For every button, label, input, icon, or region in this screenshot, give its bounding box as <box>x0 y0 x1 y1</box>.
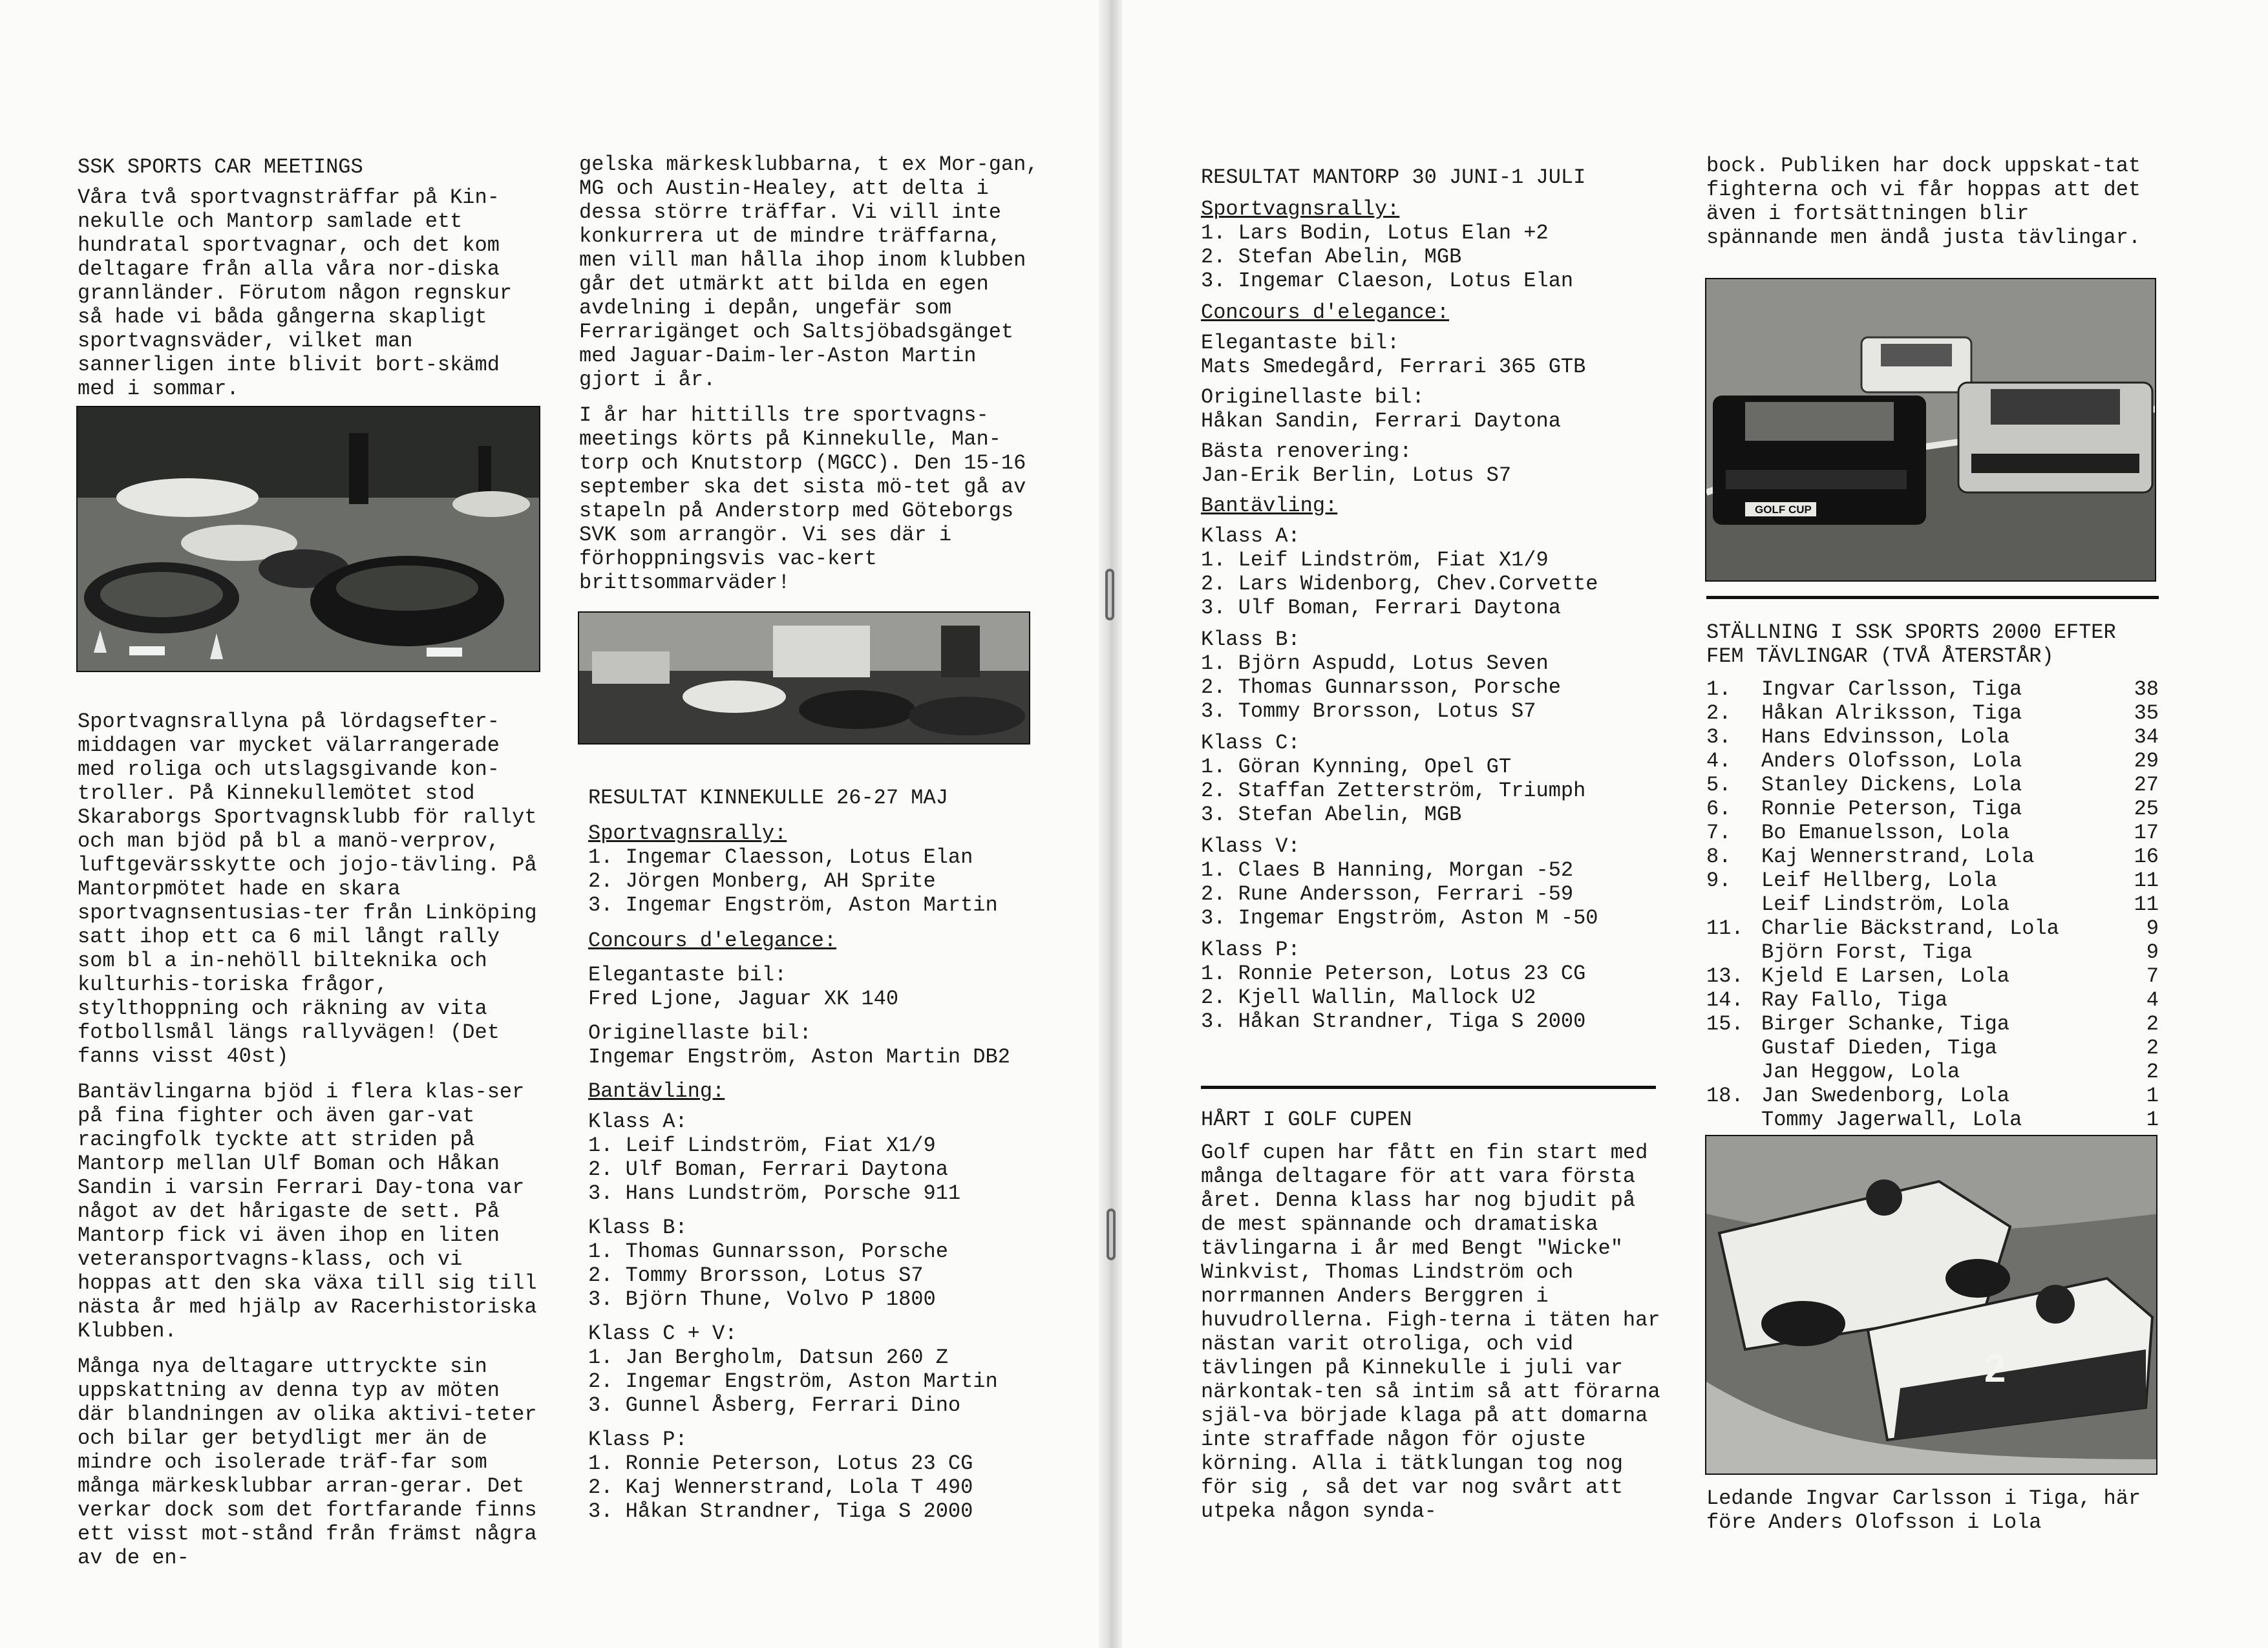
standings-points: 7 <box>2146 964 2159 988</box>
class-results <box>588 1240 1105 1311</box>
result-row: 2. Kjell Wallin, Mallock U2 <box>1201 986 1536 1009</box>
standings-row <box>1706 725 2159 749</box>
rally-heading: Sportvagnsrally: <box>1201 197 1400 221</box>
result-row: 3. Håkan Strandner, Tiga S 2000 <box>588 1499 973 1523</box>
photo-scene <box>1706 279 2156 582</box>
standings-name: Kaj Wennerstrand, Lola <box>1761 845 2035 869</box>
standings-row <box>1706 821 2159 845</box>
result-row: 1. Thomas Gunnarsson, Porsche <box>588 1240 948 1263</box>
ban-heading: Bantävling: <box>1201 494 1338 518</box>
class-results <box>588 1134 1105 1205</box>
standings-position: 14. <box>1706 988 1744 1012</box>
elegant-value: Fred Ljone, Jaguar XK 140 <box>588 987 899 1011</box>
standings-driver <box>1706 1036 1997 1060</box>
result-row: 1. Leif Lindström, Fiat X1/9 <box>588 1134 936 1157</box>
standings-name: Gustaf Dieden, Tiga <box>1761 1036 1997 1060</box>
standings-position: 7. <box>1706 821 1732 845</box>
standings-position: 11. <box>1706 916 1744 940</box>
standings-name: Hans Edvinsson, Lola <box>1761 725 2010 749</box>
class-results <box>1201 755 1692 827</box>
class-heading: Klass P: <box>588 1428 688 1452</box>
standings-position: 6. <box>1706 797 1732 821</box>
standings-driver <box>1706 916 2059 940</box>
column-4 <box>1706 154 2146 261</box>
result-row: 2. Ulf Boman, Ferrari Daytona <box>588 1157 948 1181</box>
staple-bottom <box>1107 1209 1116 1260</box>
standings-position: 3. <box>1706 725 1732 749</box>
result-row: 2. Jörgen Monberg, AH Sprite <box>588 869 936 893</box>
standings-name: Leif Hellberg, Lola <box>1761 869 1997 893</box>
standings-name: Bo Emanuelsson, Lola <box>1761 821 2010 845</box>
golf-car-front <box>1713 396 1926 525</box>
standings-points: 11 <box>2134 893 2159 916</box>
standings-driver <box>1706 845 2034 869</box>
column-1-continued <box>78 710 543 1581</box>
article-heading: SSK SPORTS CAR MEETINGS <box>78 155 363 179</box>
original-value: Ingemar Engström, Aston Martin DB2 <box>588 1045 1010 1069</box>
standings-driver <box>1706 725 2009 749</box>
class-results <box>1201 651 1692 723</box>
standings-points: 16 <box>2134 845 2159 869</box>
standings-position: 1. <box>1706 677 1732 701</box>
result-row: 2. Stefan Abelin, MGB <box>1201 245 1462 269</box>
result-row: 2. Tommy Brorsson, Lotus S7 <box>588 1263 924 1287</box>
result-row: 3. Stefan Abelin, MGB <box>1201 803 1462 827</box>
elegant-label: Elegantaste bil: <box>1201 331 1400 355</box>
standings-position: 4. <box>1706 749 1732 773</box>
class-heading: Klass V: <box>1201 834 1300 858</box>
standings-driver <box>1706 869 1997 893</box>
standings-driver <box>1706 1108 2022 1132</box>
standings-driver <box>1706 677 2022 701</box>
result-row: 3. Gunnel Åsberg, Ferrari Dino <box>588 1393 961 1417</box>
standings-position: 18. <box>1706 1084 1744 1108</box>
result-row: 3. Björn Thune, Volvo P 1800 <box>588 1287 936 1311</box>
photo-scene <box>78 407 540 672</box>
standings-name: Jan Swedenborg, Lola <box>1761 1084 2010 1108</box>
results-heading: RESULTAT KINNEKULLE 26-27 MAJ <box>588 786 948 810</box>
standings-points: 2 <box>2146 1060 2159 1084</box>
result-row: 3. Ingemar Engström, Aston Martin <box>588 893 998 917</box>
standings-row <box>1706 940 2159 964</box>
standings-name: Leif Lindström, Lola <box>1761 893 2010 916</box>
standings-table <box>1706 677 2159 1132</box>
standings-row <box>1706 1012 2159 1036</box>
class-heading: Klass A: <box>1201 524 1300 548</box>
section-divider <box>1201 1086 1656 1089</box>
standings-points: 34 <box>2134 725 2159 749</box>
photo-caption: Ledande Ingvar Carlsson i Tiga, här före Anders Olofsson i Lola <box>1706 1486 2141 1534</box>
standings-position: 5. <box>1706 773 1732 797</box>
result-row: 1. Claes B Hanning, Morgan -52 <box>1201 858 1574 882</box>
standings-position: 9. <box>1706 869 1732 893</box>
result-row: 2. Lars Widenborg, Chev.Corvette <box>1201 572 1598 596</box>
standings-points: 9 <box>2146 916 2159 940</box>
standings-row <box>1706 1060 2159 1084</box>
standings-name: Kjeld E Larsen, Lola <box>1761 964 2010 988</box>
standings-points: 1 <box>2146 1084 2159 1108</box>
standings-driver <box>1706 749 2022 773</box>
photo-sign-text: GOLF CUP <box>1755 503 1812 516</box>
standings-name: Anders Olofsson, Lola <box>1761 749 2022 773</box>
golf-car-rear <box>1958 383 2152 492</box>
result-row: 3. Ulf Boman, Ferrari Daytona <box>1201 596 1561 620</box>
standings-position: 15. <box>1706 1012 1744 1036</box>
rally-results <box>588 845 1105 917</box>
paragraph: Sportvagnsrallyna på lördagsefter-middagen var mycket välarrangerade med roliga och utslagsgivande kon-troller. På Kinnekullemötet stod Skaraborgs Sportvagnsklubb för rallyt och man bjöd på bl a manö-verprov, luftgevärsskytte och jojo-tävling. På Mantorpmötet hade en skara sportvagnsentusias-ter från Linköping satt ihop ett ca 6 mil långt rally som bl a in-nehöll bilteknika och kulturhis-toriska frågor, stylthoppning och räkning av vita fotbollsmål längs rallyvägen! (Det fanns visst 40st) <box>78 710 537 1068</box>
result-row: 3. Håkan Strandner, Tiga S 2000 <box>1201 1009 1586 1033</box>
class-heading: Klass B: <box>1201 628 1300 651</box>
result-row: 3. Ingemar Engström, Aston M -50 <box>1201 906 1598 930</box>
standings-points: 4 <box>2146 988 2159 1012</box>
golf-cup-article <box>1201 1108 1666 1535</box>
result-row: 2. Rune Andersson, Ferrari -59 <box>1201 882 1574 906</box>
standings-row <box>1706 869 2159 893</box>
standings-row <box>1706 1084 2159 1108</box>
standings-points: 29 <box>2134 749 2159 773</box>
standings-section <box>1706 620 2159 1132</box>
class-heading: Klass C + V: <box>588 1322 737 1346</box>
ban-heading: Bantävling: <box>588 1079 725 1103</box>
standings-points: 11 <box>2134 869 2159 893</box>
race-number: 2 <box>1984 1347 2006 1390</box>
concours-heading: Concours d'elegance: <box>588 929 837 953</box>
standings-driver <box>1706 964 2009 988</box>
standings-driver <box>1706 797 2022 821</box>
original-label: Originellaste bil: <box>1201 385 1425 409</box>
results-mantorp <box>1201 165 1692 1033</box>
original-value: Håkan Sandin, Ferrari Daytona <box>1201 409 1561 433</box>
standings-name: Ray Fallo, Tiga <box>1761 988 1948 1012</box>
paragraph: Golf cupen har fått en fin start med många deltagare för att vara första året. Denna klass har nog bjudit på de mest spännande och dramatiska tävlingarna i år med Bengt "Wicke" Winkvist, Thomas Lindström och norrmannen Anders Berggren i huvudrollerna. Figh-terna i täten har nästan varit otroliga, och vid tävlingen på Kinnekulle i juli var närkontak-ten så intim så att förarna själ-va började klaga på att domarna inte straffade någon för ojuste körning. Alla i tätklungan tog nog för sig , så det var nog svårt att utpeka någon synda- <box>1201 1141 1660 1523</box>
standings-name: Jan Heggow, Lola <box>1761 1060 1960 1084</box>
paragraph: Bantävlingarna bjöd i flera klas-ser på fina fighter och även gar-vat racingfolk tyckte att striden på Mantorp mellan Ulf Boman och Håkan Sandin i varsin Ferrari Day-tona var något av det hårigaste de sett. På Mantorp fick vi även ihop en liten veteransportvagns-klass, och vi hoppas att den ska växa till sig till nästa år med hjälp av Racerhistoriska Klubben. <box>78 1080 537 1343</box>
column-2 <box>579 153 1044 606</box>
paragraph: I år har hittills tre sportvagns-meetings körts på Kinnekulle, Man-torp och Knutstorp (MGCC). Den 15-16 september ska det sista mö-tet gå av stapeln på Anderstorp med Göteborgs SVK som arrangör. Vi ses där i förhoppningsvis vac-kert brittsommarväder! <box>579 403 1026 595</box>
standings-name: Birger Schanke, Tiga <box>1761 1012 2010 1036</box>
standings-row <box>1706 916 2159 940</box>
photo-golf-cup-race <box>1705 278 2156 582</box>
paragraph: bock. Publiken har dock uppskat-tat fighterna och vi får hoppas att det även i fortsättningen blir spännande men ändå justa tävlingar. <box>1706 154 2141 249</box>
staple-top <box>1105 569 1114 620</box>
result-row: 1. Göran Kynning, Opel GT <box>1201 755 1512 779</box>
result-row: 1. Lars Bodin, Lotus Elan +2 <box>1201 221 1549 245</box>
standings-points: 9 <box>2146 940 2159 964</box>
renovation-value: Jan-Erik Berlin, Lotus S7 <box>1201 463 1512 487</box>
standings-name: Björn Forst, Tiga <box>1761 940 1973 964</box>
result-row: 3. Ingemar Claeson, Lotus Elan <box>1201 269 1574 293</box>
standings-driver <box>1706 821 2009 845</box>
class-results <box>1201 548 1692 620</box>
standings-driver <box>1706 940 1972 964</box>
standings-row <box>1706 749 2159 773</box>
standings-heading: STÄLLNING I SSK SPORTS 2000 EFTER FEM TÄVLINGAR (TVÅ ÅTERSTÅR) <box>1706 620 2116 668</box>
original-label: Originellaste bil: <box>588 1021 812 1045</box>
standings-row <box>1706 845 2159 869</box>
standings-row <box>1706 893 2159 916</box>
rally-results <box>1201 221 1692 293</box>
result-row: 3. Hans Lundström, Porsche 911 <box>588 1181 961 1205</box>
article-heading: HÅRT I GOLF CUPEN <box>1201 1108 1412 1132</box>
class-results <box>588 1346 1105 1417</box>
standings-position: 13. <box>1706 964 1744 988</box>
class-results <box>588 1452 1105 1523</box>
standings-points: 2 <box>2146 1012 2159 1036</box>
standings-points: 2 <box>2146 1036 2159 1060</box>
result-row: 1. Ronnie Peterson, Lotus 23 CG <box>588 1452 973 1475</box>
result-row: 1. Ronnie Peterson, Lotus 23 CG <box>1201 962 1586 986</box>
concours-heading: Concours d'elegance: <box>1201 301 1450 324</box>
class-heading: Klass B: <box>588 1216 688 1240</box>
result-row: 2. Kaj Wennerstrand, Lola T 490 <box>588 1475 973 1499</box>
standings-driver <box>1706 1084 2009 1108</box>
standings-driver <box>1706 701 2022 725</box>
result-row: 1. Leif Lindström, Fiat X1/9 <box>1201 548 1549 572</box>
rally-heading: Sportvagnsrally: <box>588 821 787 845</box>
standings-points: 17 <box>2134 821 2159 845</box>
standings-position: 2. <box>1706 701 1732 725</box>
standings-name: Ingvar Carlsson, Tiga <box>1761 677 2022 701</box>
standings-points: 25 <box>2134 797 2159 821</box>
standings-driver <box>1706 1060 1960 1084</box>
class-heading: Klass A: <box>588 1110 688 1134</box>
renovation-label: Bästa renovering: <box>1201 439 1412 463</box>
result-row: 1. Ingemar Claesson, Lotus Elan <box>588 845 973 869</box>
standings-row <box>1706 988 2159 1012</box>
elegant-value: Mats Smedegård, Ferrari 365 GTB <box>1201 355 1586 379</box>
standings-points: 35 <box>2134 701 2159 725</box>
standings-points: 1 <box>2146 1108 2159 1132</box>
standings-driver <box>1706 988 1947 1012</box>
class-results <box>1201 858 1692 930</box>
result-row: 1. Jan Bergholm, Datsun 260 Z <box>588 1346 948 1369</box>
result-row: 3. Tommy Brorsson, Lotus S7 <box>1201 699 1536 723</box>
section-divider <box>1706 596 2159 599</box>
standings-row <box>1706 677 2159 701</box>
standings-row <box>1706 701 2159 725</box>
column-1 <box>78 155 543 412</box>
standings-name: Ronnie Peterson, Tiga <box>1761 797 2022 821</box>
result-row: 2. Thomas Gunnarsson, Porsche <box>1201 675 1561 699</box>
results-heading: RESULTAT MANTORP 30 JUNI-1 JULI <box>1201 165 1586 189</box>
standings-driver <box>1706 893 2009 916</box>
elegant-label: Elegantaste bil: <box>588 963 787 987</box>
result-row: 2. Ingemar Engström, Aston Martin <box>588 1369 998 1393</box>
result-row: 1. Björn Aspudd, Lotus Seven <box>1201 651 1549 675</box>
class-results <box>1201 962 1692 1033</box>
photo-sports-cars-meeting <box>76 406 540 672</box>
standings-name: Stanley Dickens, Lola <box>1761 773 2022 797</box>
standings-points: 27 <box>2134 773 2159 797</box>
paragraph: gelska märkesklubbarna, t ex Mor-gan, MG och Austin-Healey, att delta i dessa större träffar. Vi vill inte konkurrera ut de mindre träffarna, men vill man hålla ihop inom klubben går det utmärkt att bilda en egen avdelning i depån, ungefär som Ferrarigänget och Saltsjöbadsgänget med Jaguar-Daim-ler-Aston Martin gjort i år. <box>579 153 1039 392</box>
photo-scene <box>1706 1136 2157 1475</box>
standings-driver <box>1706 773 2022 797</box>
standings-row <box>1706 964 2159 988</box>
standings-row <box>1706 773 2159 797</box>
standings-row <box>1706 1036 2159 1060</box>
standings-name: Håkan Alriksson, Tiga <box>1761 701 2022 725</box>
paragraph: Våra två sportvagnsträffar på Kin-nekulle och Mantorp samlade ett hundratal sportvagnar, och det kom deltagare från alla våra nor-diska grannländer. Förutom någon regnskur så hade vi båda gångerna skapligt sportvagnsväder, vilket man sannerligen inte blivit bort-skämd med i sommar. <box>78 185 513 401</box>
standings-position: 8. <box>1706 845 1732 869</box>
paragraph: Många nya deltagare uttryckte sin uppskattning av denna typ av möten där blandningen av olika aktivi-teter och bilar ger betydligt mer än de mindre och isolerade träf-far som många märkesklubbar arran-gerar. Det verkar dock som det fortfarande finns ett visst mot-stånd från främst några av de en- <box>78 1355 537 1570</box>
standings-name: Tommy Jagerwall, Lola <box>1761 1108 2022 1132</box>
photo-sports-2000-race <box>1705 1135 2157 1475</box>
standings-row <box>1706 1108 2159 1132</box>
standings-row <box>1706 797 2159 821</box>
class-heading: Klass P: <box>1201 938 1300 962</box>
standings-points: 38 <box>2134 677 2159 701</box>
photo-paddock-cars <box>578 611 1030 745</box>
class-heading: Klass C: <box>1201 731 1300 755</box>
photo-scene <box>579 613 1030 745</box>
result-row: 2. Staffan Zetterström, Triumph <box>1201 779 1586 803</box>
results-kinnekulle <box>588 786 1105 1523</box>
standings-name: Charlie Bäckstrand, Lola <box>1761 916 2059 940</box>
standings-driver <box>1706 1012 2009 1036</box>
